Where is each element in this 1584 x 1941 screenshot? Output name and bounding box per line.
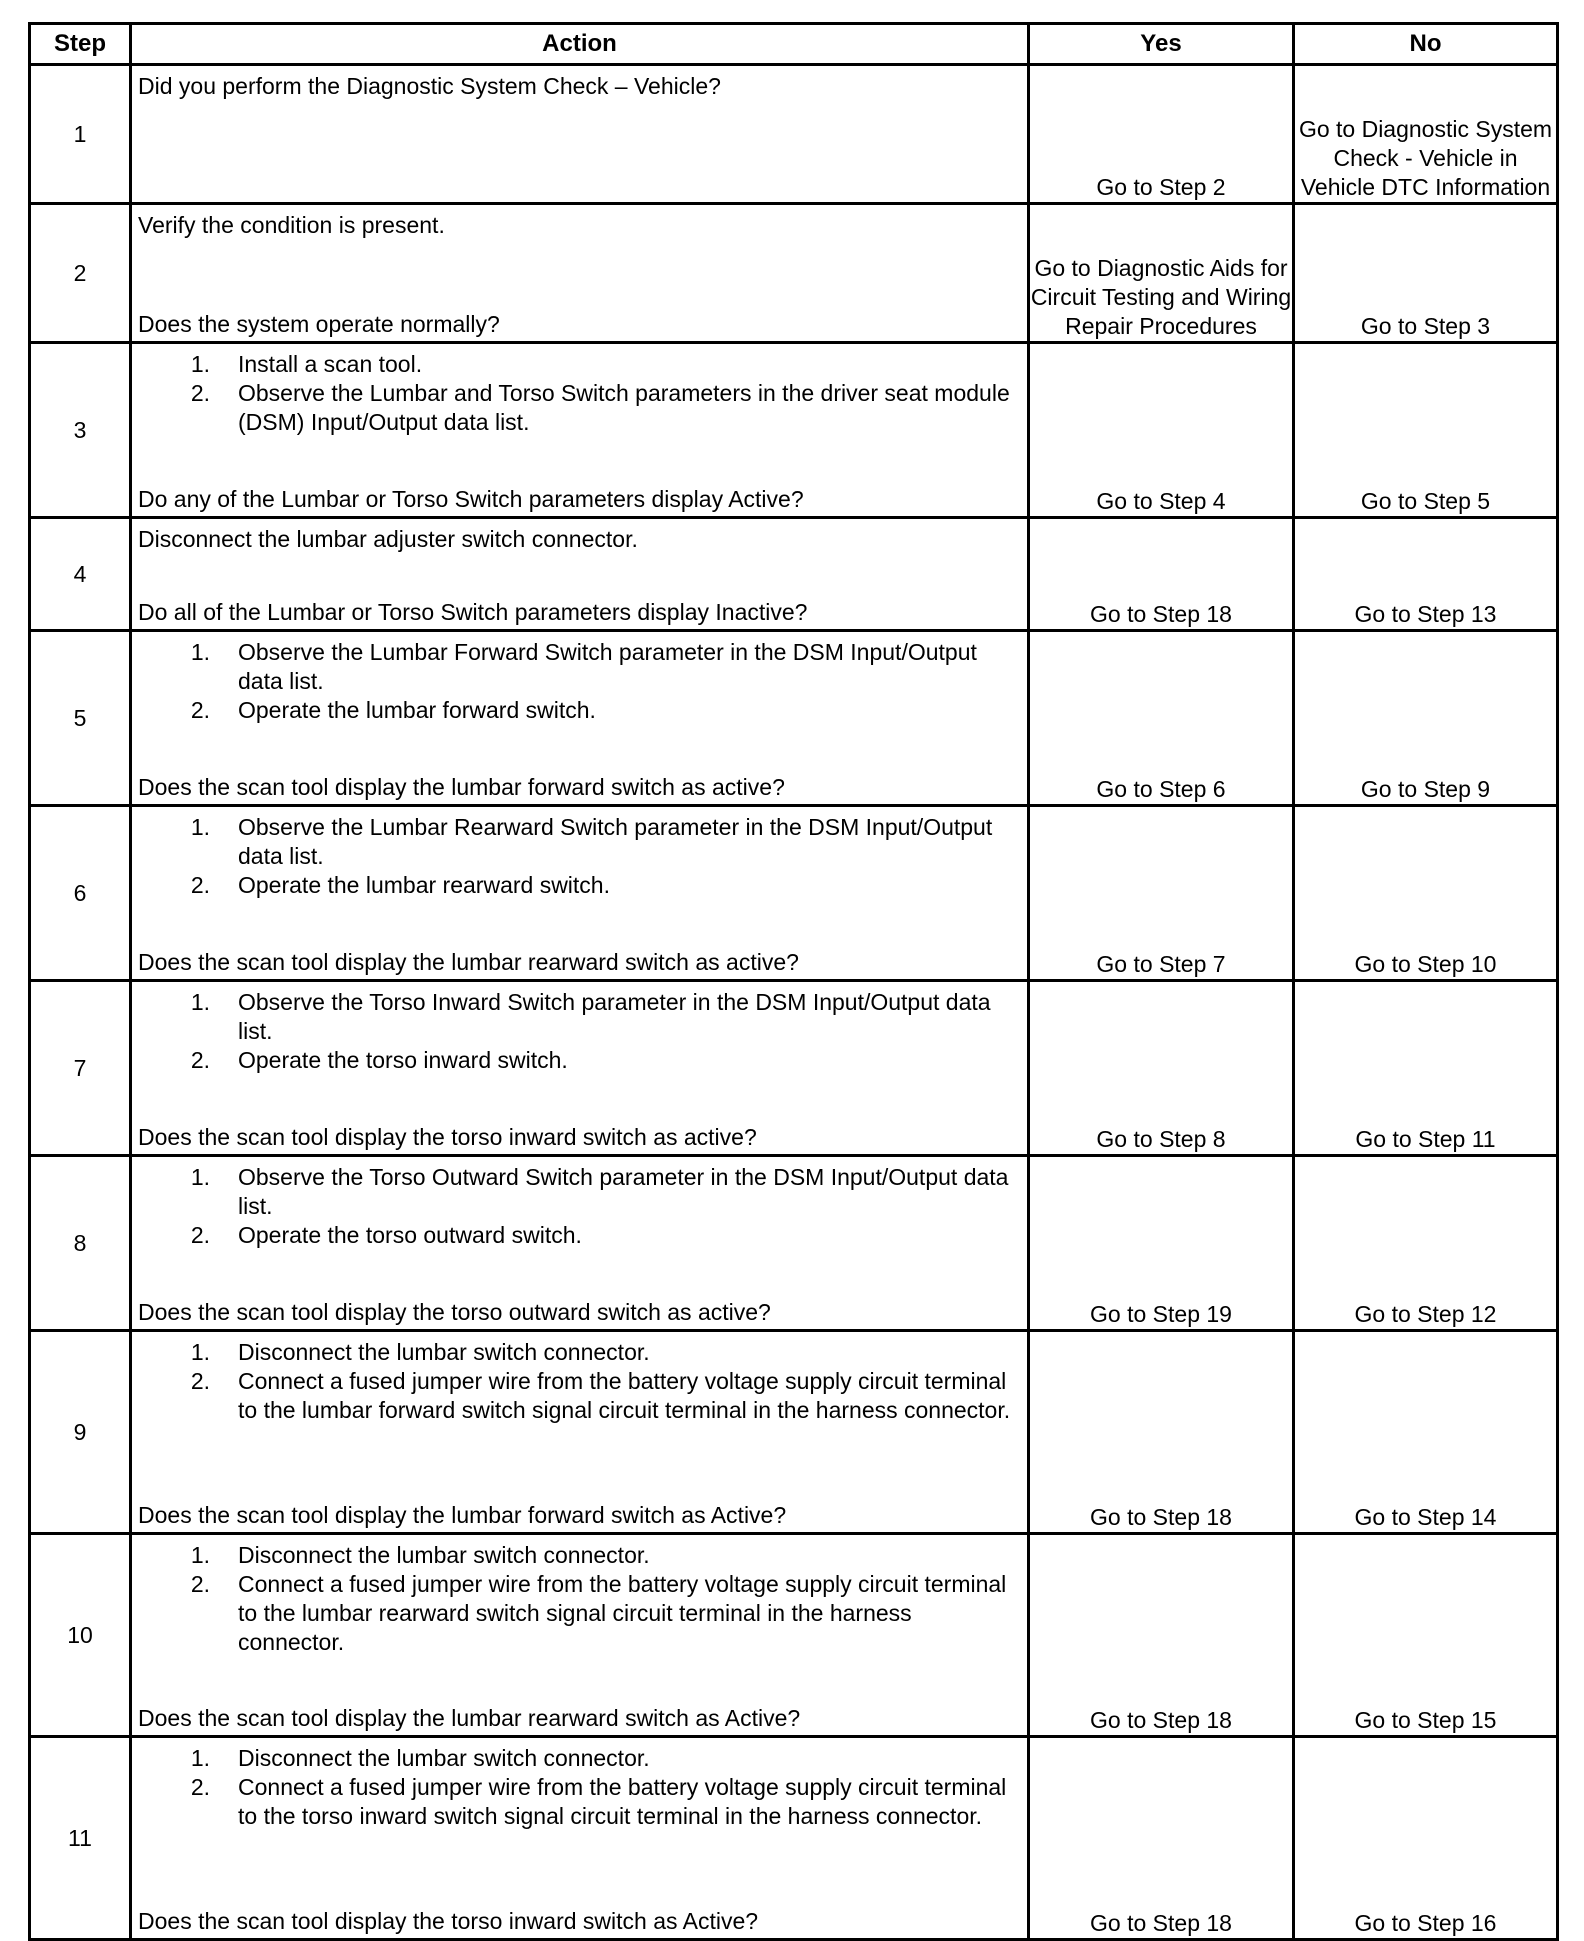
list-item-text: Observe the Torso Outward Switch parameter in the DSM Input/Output data list. — [238, 1164, 1009, 1219]
action-cell — [131, 343, 1029, 518]
action-body — [138, 1163, 1021, 1250]
action-steps-list — [138, 1338, 1021, 1425]
list-item — [138, 1744, 1021, 1773]
list-item-number: 2. — [190, 1047, 210, 1073]
step-number: 9 — [30, 1331, 131, 1534]
yes-result: Go to Step 18 — [1029, 1737, 1294, 1940]
yes-result: Go to Step 2 — [1029, 65, 1294, 204]
list-item-number: 1. — [190, 1339, 210, 1365]
step-number: 6 — [30, 806, 131, 981]
list-item-text: Connect a fused jumper wire from the battery voltage supply circuit terminal to the lumbar rearward switch signal circuit terminal in the harness connector. — [238, 1571, 1007, 1655]
list-item — [138, 813, 1021, 871]
table-row — [30, 1331, 1558, 1534]
action-question: Do any of the Lumbar or Torso Switch parameters display Active? — [138, 486, 804, 512]
table-row — [30, 631, 1558, 806]
action-body — [138, 813, 1021, 900]
action-cell — [131, 1534, 1029, 1737]
table-row — [30, 343, 1558, 518]
yes-result: Go to Diagnostic Aids for Circuit Testing and Wiring Repair Procedures — [1029, 204, 1294, 343]
list-item-number: 1. — [190, 1164, 210, 1190]
list-item-number: 1. — [190, 1542, 210, 1568]
action-body — [138, 350, 1021, 437]
list-item-number: 2. — [190, 697, 210, 723]
table-row — [30, 1156, 1558, 1331]
step-number: 11 — [30, 1737, 131, 1940]
list-item — [138, 1570, 1021, 1657]
action-question: Does the scan tool display the torso inward switch as active? — [138, 1124, 757, 1150]
action-steps-list — [138, 1163, 1021, 1250]
action-question: Does the scan tool display the lumbar rearward switch as Active? — [138, 1705, 801, 1731]
list-item-text: Disconnect the lumbar switch connector. — [238, 1339, 650, 1365]
no-result: Go to Diagnostic System Check - Vehicle in Vehicle DTC Information — [1294, 65, 1558, 204]
list-item-number: 1. — [190, 814, 210, 840]
step-number: 2 — [30, 204, 131, 343]
list-item — [138, 350, 1021, 379]
list-item-text: Disconnect the lumbar switch connector. — [238, 1745, 650, 1771]
action-cell — [131, 518, 1029, 631]
yes-result: Go to Step 4 — [1029, 343, 1294, 518]
action-cell — [131, 981, 1029, 1156]
table-header-row — [30, 24, 1558, 65]
action-body — [138, 1744, 1021, 1831]
list-item-text: Observe the Lumbar and Torso Switch parameters in the driver seat module (DSM) Input/Output data list. — [238, 380, 1010, 435]
action-instruction: Did you perform the Diagnostic System Check – Vehicle? — [138, 73, 721, 99]
list-item — [138, 379, 1021, 437]
table-body — [30, 65, 1558, 1940]
list-item — [138, 1773, 1021, 1831]
list-item — [138, 1163, 1021, 1221]
no-result: Go to Step 11 — [1294, 981, 1558, 1156]
step-number: 7 — [30, 981, 131, 1156]
header-no: No — [1294, 24, 1558, 65]
list-item-number: 2. — [190, 872, 210, 898]
list-item-text: Install a scan tool. — [238, 351, 423, 377]
list-item — [138, 1221, 1021, 1250]
action-question: Does the scan tool display the torso outward switch as active? — [138, 1299, 771, 1325]
yes-result: Go to Step 18 — [1029, 1534, 1294, 1737]
no-result: Go to Step 3 — [1294, 204, 1558, 343]
no-result: Go to Step 13 — [1294, 518, 1558, 631]
list-item-text: Observe the Lumbar Forward Switch parameter in the DSM Input/Output data list. — [238, 639, 977, 694]
list-item-number: 1. — [190, 989, 210, 1015]
list-item — [138, 1541, 1021, 1570]
table-row — [30, 1534, 1558, 1737]
step-number: 4 — [30, 518, 131, 631]
action-question: Do all of the Lumbar or Torso Switch parameters display Inactive? — [138, 599, 808, 625]
step-number: 5 — [30, 631, 131, 806]
list-item-text: Observe the Lumbar Rearward Switch parameter in the DSM Input/Output data list. — [238, 814, 993, 869]
list-item-text: Observe the Torso Inward Switch parameter in the DSM Input/Output data list. — [238, 989, 991, 1044]
action-question: Does the scan tool display the lumbar forward switch as Active? — [138, 1502, 787, 1528]
yes-result: Go to Step 18 — [1029, 1331, 1294, 1534]
action-body — [138, 525, 1021, 554]
action-body — [138, 988, 1021, 1075]
yes-result: Go to Step 6 — [1029, 631, 1294, 806]
action-cell — [131, 631, 1029, 806]
action-body — [138, 72, 1021, 101]
table-row — [30, 806, 1558, 981]
list-item — [138, 1367, 1021, 1425]
no-result: Go to Step 15 — [1294, 1534, 1558, 1737]
list-item-text: Operate the torso inward switch. — [238, 1047, 568, 1073]
header-yes: Yes — [1029, 24, 1294, 65]
no-result: Go to Step 10 — [1294, 806, 1558, 981]
list-item-number: 2. — [190, 1571, 210, 1597]
action-cell — [131, 65, 1029, 204]
list-item — [138, 1046, 1021, 1075]
action-question: Does the scan tool display the torso inward switch as Active? — [138, 1908, 759, 1934]
list-item — [138, 871, 1021, 900]
action-body — [138, 638, 1021, 725]
list-item-text: Connect a fused jumper wire from the battery voltage supply circuit terminal to the lumbar forward switch signal circuit terminal in the harness connector. — [238, 1368, 1011, 1423]
list-item — [138, 1338, 1021, 1367]
list-item-number: 1. — [190, 639, 210, 665]
action-steps-list — [138, 638, 1021, 725]
list-item-number: 1. — [190, 351, 210, 377]
action-cell — [131, 806, 1029, 981]
action-body — [138, 211, 1021, 240]
yes-result: Go to Step 8 — [1029, 981, 1294, 1156]
no-result: Go to Step 16 — [1294, 1737, 1558, 1940]
action-instruction: Verify the condition is present. — [138, 212, 445, 238]
table-row — [30, 204, 1558, 343]
table-row — [30, 65, 1558, 204]
table-row — [30, 981, 1558, 1156]
step-number: 8 — [30, 1156, 131, 1331]
list-item-text: Operate the lumbar rearward switch. — [238, 872, 610, 898]
list-item-text: Operate the torso outward switch. — [238, 1222, 582, 1248]
no-result: Go to Step 9 — [1294, 631, 1558, 806]
action-steps-list — [138, 1541, 1021, 1657]
list-item-number: 2. — [190, 1774, 210, 1800]
action-cell — [131, 204, 1029, 343]
action-question: Does the scan tool display the lumbar forward switch as active? — [138, 774, 785, 800]
step-number: 10 — [30, 1534, 131, 1737]
header-action: Action — [131, 24, 1029, 65]
header-step: Step — [30, 24, 131, 65]
yes-result: Go to Step 18 — [1029, 518, 1294, 631]
table-row — [30, 1737, 1558, 1940]
list-item-number: 2. — [190, 380, 210, 406]
action-question: Does the scan tool display the lumbar rearward switch as active? — [138, 949, 799, 975]
list-item — [138, 988, 1021, 1046]
action-steps-list — [138, 813, 1021, 900]
action-instruction: Disconnect the lumbar adjuster switch connector. — [138, 526, 638, 552]
list-item — [138, 696, 1021, 725]
list-item — [138, 638, 1021, 696]
action-steps-list — [138, 1744, 1021, 1831]
no-result: Go to Step 12 — [1294, 1156, 1558, 1331]
yes-result: Go to Step 7 — [1029, 806, 1294, 981]
action-body — [138, 1338, 1021, 1425]
action-question: Does the system operate normally? — [138, 311, 500, 337]
step-number: 1 — [30, 65, 131, 204]
action-body — [138, 1541, 1021, 1657]
action-steps-list — [138, 988, 1021, 1075]
action-cell — [131, 1331, 1029, 1534]
no-result: Go to Step 5 — [1294, 343, 1558, 518]
action-cell — [131, 1737, 1029, 1940]
yes-result: Go to Step 19 — [1029, 1156, 1294, 1331]
list-item-text: Operate the lumbar forward switch. — [238, 697, 596, 723]
list-item-text: Disconnect the lumbar switch connector. — [238, 1542, 650, 1568]
step-number: 3 — [30, 343, 131, 518]
list-item-text: Connect a fused jumper wire from the battery voltage supply circuit terminal to the torso inward switch signal circuit terminal in the harness connector. — [238, 1774, 1007, 1829]
action-cell — [131, 1156, 1029, 1331]
action-steps-list — [138, 350, 1021, 437]
diagnostic-table — [28, 22, 1559, 1941]
table-row — [30, 518, 1558, 631]
list-item-number: 2. — [190, 1368, 210, 1394]
list-item-number: 1. — [190, 1745, 210, 1771]
list-item-number: 2. — [190, 1222, 210, 1248]
no-result: Go to Step 14 — [1294, 1331, 1558, 1534]
